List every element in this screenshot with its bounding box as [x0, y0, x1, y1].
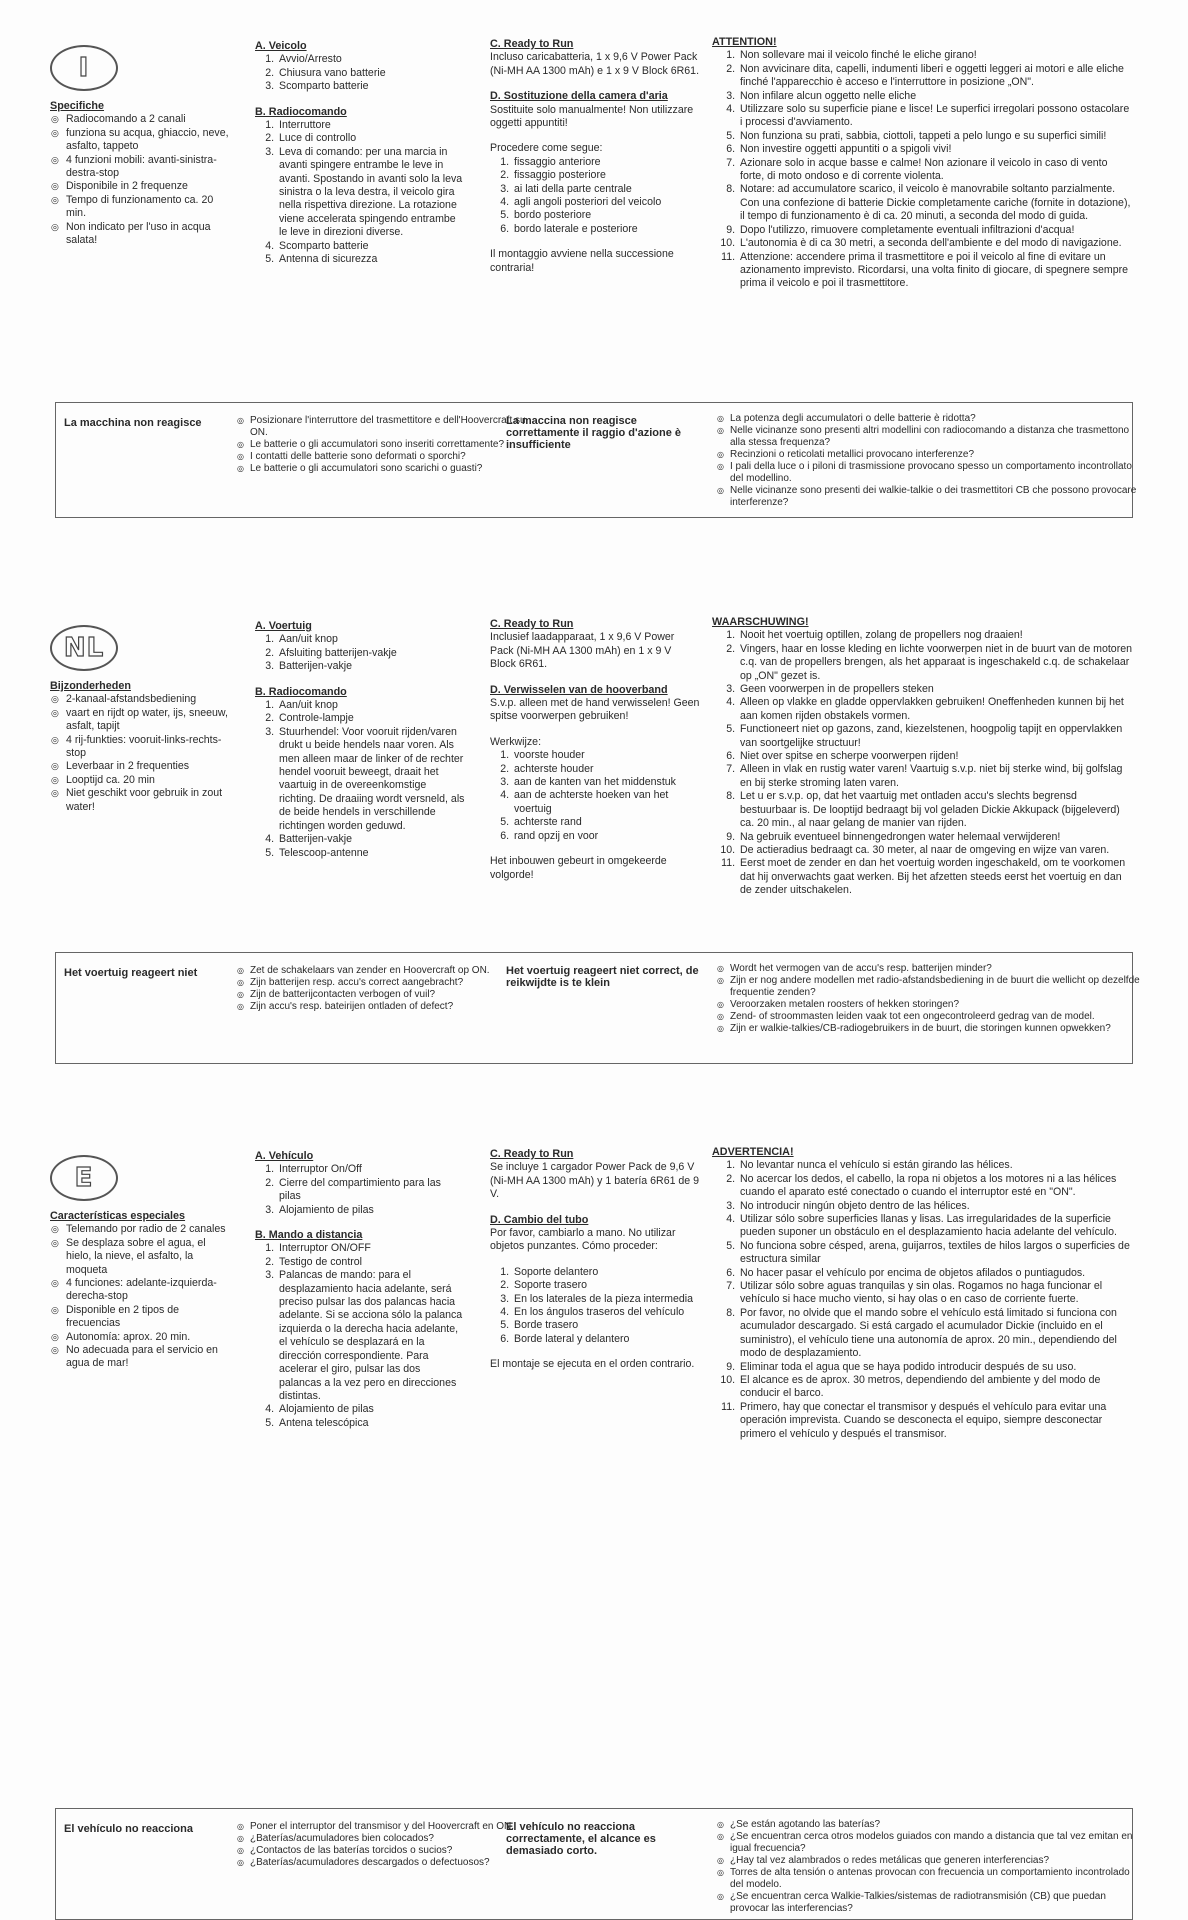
- list-item: 2. Soporte trasero: [512, 1279, 700, 1292]
- list-item: 3. En los laterales de la pieza intermedia: [512, 1293, 700, 1306]
- trouble-list-no-reaction: [236, 1821, 540, 1869]
- replace-steps: [490, 1266, 700, 1346]
- list-item: ◎ 4 rij-funkties: vooruit-links-rechts-stop: [66, 734, 230, 761]
- list-item: 7. Utilizar sólo sobre aguas tranquilas y sin olas. Rogamos no haga funcionar el vehículo si hace mucho viento, si hay olas o en caso de corriente fuerte.: [738, 1280, 1132, 1307]
- list-item: 1. Interruptor ON/OFF: [277, 1242, 465, 1255]
- list-item: 6. Borde lateral y delantero: [512, 1333, 700, 1346]
- parts-column: [255, 620, 465, 860]
- list-item: 1. Aan/uit knop: [277, 633, 465, 646]
- parts-column: [255, 40, 465, 267]
- list-item: 1. Aan/uit knop: [277, 699, 465, 712]
- replace-note: Het inbouwen gebeurt in omgekeerde volgorde!: [490, 855, 667, 881]
- ready-title: C. Ready to Run: [490, 1148, 574, 1160]
- list-item: ◎ vaart en rijdt op water, ijs, sneeuw, asfalt, tapijt: [66, 707, 230, 734]
- list-item: ◎ Telemando por radio de 2 canales: [66, 1223, 230, 1236]
- vehicle-parts-list: [255, 1163, 465, 1217]
- list-item: 6. Niet over spitse en scherpe voorwerpen rijden!: [738, 750, 1132, 763]
- warning-title: ADVERTENCIA!: [712, 1146, 794, 1158]
- specs-list: [50, 113, 230, 247]
- replace-steps: [490, 749, 700, 843]
- list-item: 6. rand opzij en voor: [512, 830, 700, 843]
- replace-steps: [490, 156, 700, 236]
- list-item: 5. Antena telescópica: [277, 1417, 465, 1430]
- list-item: 3. Geen voorwerpen in de propellers steken: [738, 683, 1132, 696]
- warning-column: [712, 36, 1132, 291]
- warning-column: [712, 1146, 1132, 1441]
- list-item: 3. Stuurhendel: Voor vooruit rijden/varen drukt u beide hendels naar voren. Als men alleen maar de linker of de rechter hendel vooruit beweegt, draait het vaartuig in de overeenkomstige richting. De draaiing wordt versneld, als de beide hendels in verschillende richtingen worden geduwd.: [277, 726, 465, 833]
- list-item: 5. bordo posteriore: [512, 209, 700, 222]
- list-item: 2. Vingers, haar en losse kleding en lichte voorwerpen niet in de buurt van de motoren c.q. van de propellers brengen, als het apparaat is ingeschakeld c.q. de schakelaar op „ON" gezet is.: [738, 643, 1132, 683]
- list-item: ◎ I pali della luce o i piloni di trasmissione provocano spesso un comportamento incontrollato del modellino.: [730, 461, 1140, 485]
- list-item: 4. Alojamiento de pilas: [277, 1403, 465, 1416]
- list-item: 2. achterste houder: [512, 763, 700, 776]
- list-item: 6. bordo laterale e posteriore: [512, 223, 700, 236]
- replace-text: S.v.p. alleen met de hand verwisselen! Geen spitse voorwerpen gebruiken!: [490, 697, 700, 723]
- replace-text: Sostituite solo manualmente! Non utilizzare oggetti appuntiti!: [490, 103, 694, 130]
- list-item: 3. aan de kanten van het middenstuk: [512, 776, 700, 789]
- ready-text: Se incluye 1 cargador Power Pack de 9,6 V (Ni-MH AA 1300 mAh) y 1 batería 6R61 de 9 V.: [490, 1161, 700, 1201]
- remote-parts-title: B. Radiocomando: [255, 685, 347, 698]
- remote-parts-list: [255, 119, 465, 266]
- replace-note: El montaje se ejecuta en el orden contrario.: [490, 1358, 695, 1371]
- list-item: 2. No acercar los dedos, el cabello, la ropa ni objetos a los motores ni a las hélices cuando el aparato esté conectado o cuando el interruptor esté en "ON".: [738, 1173, 1132, 1200]
- list-item: ◎ ¿Se están agotando las baterías?: [730, 1819, 1140, 1831]
- warning-title: WAARSCHUWING!: [712, 616, 809, 628]
- specs-column: [50, 100, 230, 247]
- trouble-title-range: Het voertuig reageert niet correct, de reikwijdte is te klein: [506, 965, 699, 989]
- ready-title: C. Ready to Run: [490, 38, 574, 50]
- warning-column: [712, 616, 1132, 898]
- list-item: ◎ 4 funzioni mobili: avanti-sinistra-destra-stop: [66, 154, 230, 181]
- list-item: 7. Alleen in vlak en rustig water varen! Vaartuig s.v.p. niet bij sterke wind, bij golfslag en bij sterke stroming laten varen.: [738, 763, 1132, 790]
- list-item: ◎ 2-kanaal-afstandsbediening: [66, 693, 230, 706]
- list-item: ◎ Nelle vicinanze sono presenti altri modellini con radiocomando a distanza che trasmettono alla stessa frequenza?: [730, 425, 1140, 449]
- list-item: ◎ Zend- of stroommasten leiden vaak tot een ongecontroleerd gedrag van de model.: [730, 1011, 1140, 1023]
- replace-title: D. Verwisselen van de hooverband: [490, 683, 668, 696]
- list-item: 5. Antenna di sicurezza: [277, 253, 465, 266]
- ready-text: Inclusief laadapparaat, 1 x 9,6 V Power Pack (Ni-MH AA 1300 mAh) en 1 x 9 V Block 6R61.: [490, 631, 675, 671]
- list-item: 5. Non funziona su prati, sabbia, ciottoli, tappeti a pelo lungo e su superfici simili!: [738, 130, 1132, 143]
- list-item: ◎ Leverbaar in 2 frequenties: [66, 760, 230, 773]
- specs-column: [50, 1210, 230, 1371]
- warning-title: ATTENTION!: [712, 36, 777, 48]
- list-item: 3. Alojamiento de pilas: [277, 1204, 465, 1217]
- list-item: ◎ Disponibile in 2 frequenze: [66, 180, 230, 193]
- language-badge: [50, 45, 118, 91]
- trouble-list-range: [716, 413, 1140, 509]
- ready-column: [490, 38, 700, 275]
- troubleshooting-box: [55, 1808, 1133, 1920]
- list-item: ◎ Zijn de batterijcontacten verbogen of vuil?: [250, 989, 540, 1001]
- list-item: 11. Attenzione: accendere prima il trasmettitore e poi il veicolo al fine di evitare un azionamento imprevisto. Ricordarsi, una volta finito di giocare, di spegnere sempre prima il veicolo e poi il trasmettitore.: [738, 251, 1132, 291]
- list-item: 8. Let u er s.v.p. op, dat het vaartuig met ontladen accu's slechts begrensd bestuurbaar is. De looptijd bedraagt bij vol geladen Dickie Akkupack (bijgeleverd) ca. 20 min., al naar gelang de manier van rijden.: [738, 790, 1132, 830]
- list-item: 10. De actieradius bedraagt ca. 30 meter, al naar de omgeving en wijze van varen.: [738, 844, 1132, 857]
- list-item: 4. Batterijen-vakje: [277, 833, 465, 846]
- list-item: 10. El alcance es de aprox. 30 metros, dependiendo del ambiente y del modo de conducir el barco.: [738, 1374, 1132, 1401]
- list-item: ◎ Torres de alta tensión o antenas provocan con frecuencia un comportamiento incontrolado del modelo.: [730, 1867, 1140, 1891]
- ready-column: [490, 1148, 700, 1372]
- language-badge: [50, 625, 118, 671]
- list-item: ◎ No adecuada para el servicio en agua de mar!: [66, 1344, 230, 1371]
- list-item: 3. Palancas de mando: para el desplazamiento hacia adelante, será preciso pulsar las dos palancas hacia adelante. Si se acciona sólo la palanca izquierda o la derecha hacia adelante, el vehículo se desplazará en la dirección correspondiente. Para acelerar el giro, pulsar las dos palancas a la vez pero en direcciones distintas.: [277, 1269, 465, 1403]
- list-item: 9. Eliminar toda el agua que se haya podido introducir después de su uso.: [738, 1361, 1132, 1374]
- language-badge: [50, 1155, 118, 1201]
- specs-column: [50, 680, 230, 814]
- trouble-title-range: El vehículo no reacciona correctamente, el alcance es demasiado corto.: [506, 1821, 656, 1857]
- list-item: ◎ ¿Baterías/acumuladores bien colocados?: [250, 1833, 540, 1845]
- remote-parts-list: [255, 1242, 465, 1430]
- list-item: 4. Scomparto batterie: [277, 240, 465, 253]
- list-item: 1. Nooit het voertuig optillen, zolang de propellers nog draaien!: [738, 629, 1132, 642]
- list-item: ◎ La potenza degli accumulatori o delle batterie è ridotta?: [730, 413, 1140, 425]
- specs-title: Specifiche: [50, 100, 105, 112]
- list-item: 2. Afsluiting batterijen-vakje: [277, 647, 465, 660]
- specs-title: Bijzonderheden: [50, 680, 131, 692]
- list-item: ◎ ¿Hay tal vez alambrados o redes metálicas que generen interferencias?: [730, 1855, 1140, 1867]
- list-item: ◎ Le batterie o gli accumulatori sono inseriti correttamente?: [250, 439, 540, 451]
- replace-text: Por favor, cambiarlo a mano. No utilizar objetos punzantes. Cómo proceder:: [490, 1227, 676, 1253]
- list-item: 1. No levantar nunca el vehículo si están girando las hélices.: [738, 1159, 1132, 1172]
- list-item: 1. Interruttore: [277, 119, 465, 132]
- list-item: ◎ Veroorzaken metalen roosters of hekken storingen?: [730, 999, 1140, 1011]
- list-item: 2. Controle-lampje: [277, 712, 465, 725]
- list-item: ◎ Zet de schakelaars van zender en Hoovercraft op ON.: [250, 965, 540, 977]
- list-item: ◎ Niet geschikt voor gebruik in zout water!: [66, 787, 230, 814]
- trouble-list-no-reaction: [236, 965, 540, 1013]
- list-item: ◎ ¿Se encuentran cerca Walkie-Talkies/sistemas de radiotransmisión (CB) que puedan provocar las interferencias?: [730, 1891, 1140, 1915]
- list-item: 2. Luce di controllo: [277, 132, 465, 145]
- vehicle-parts-list: [255, 53, 465, 93]
- list-item: 2. Chiusura vano batterie: [277, 67, 465, 80]
- list-item: ◎ Looptijd ca. 20 min: [66, 774, 230, 787]
- list-item: ◎ Autonomía: aprox. 20 min.: [66, 1331, 230, 1344]
- list-item: 1. fissaggio anteriore: [512, 156, 700, 169]
- trouble-list-no-reaction: [236, 415, 540, 475]
- list-item: 4. aan de achterste hoeken van het voertuig: [512, 789, 700, 816]
- remote-parts-title: B. Mando a distancia: [255, 1229, 363, 1242]
- list-item: 4. Alleen op vlakke en gladde oppervlakken gebruiken! Oneffenheden kunnen bij het aan komen rijden obstakels vormen.: [738, 696, 1132, 723]
- ready-title: C. Ready to Run: [490, 618, 574, 630]
- list-item: ◎ funziona su acqua, ghiaccio, neve, asfalto, tappeto: [66, 127, 230, 154]
- trouble-list-range: [716, 1819, 1140, 1915]
- remote-parts-title: B. Radiocomando: [255, 105, 347, 118]
- specs-list: [50, 1223, 230, 1370]
- list-item: ◎ Poner el interruptor del transmisor y del Hoovercraft en ON.: [250, 1821, 540, 1833]
- list-item: 3. Leva di comando: per una marcia in avanti spingere entrambe le leve in avanti. Spostando in avanti solo la leva sinistra o la leva destra, il veicolo gira nella rispettiva direzione. La rotazione viene accelerata spingendo entrambe le leve in direzioni diverse.: [277, 146, 465, 240]
- list-item: 11. Eerst moet de zender en dan het voertuig worden ingeschakeld, om te voorkomen dat hij onverwachts gaat werken. Bij het afzetten steeds eerst het voertuig en dan de zender uitschakelen.: [738, 857, 1132, 897]
- list-item: 3. Batterijen-vakje: [277, 660, 465, 673]
- list-item: ◎ Recinzioni o reticolati metallici provocano interferenze?: [730, 449, 1140, 461]
- troubleshooting-box: [55, 402, 1137, 518]
- list-item: ◎ Le batterie o gli accumulatori sono scarichi o guasti?: [250, 463, 540, 475]
- language-badge-label: E: [74, 1163, 94, 1193]
- remote-parts-list: [255, 699, 465, 860]
- list-item: ◎ Zijn accu's resp. bateirijen ontladen of defect?: [250, 1001, 540, 1013]
- vehicle-parts-title: A. Veicolo: [255, 40, 307, 52]
- list-item: 9. Dopo l'utilizzo, rimuovere completamente eventuali infiltrazioni d'acqua!: [738, 224, 1132, 237]
- list-item: ◎ Zijn er nog andere modellen met radio-afstandsbediening in de buurt die wellicht op dezelfde frequentie zenden?: [730, 975, 1140, 999]
- list-item: 1. Soporte delantero: [512, 1266, 700, 1279]
- list-item: 5. Borde trasero: [512, 1319, 700, 1332]
- list-item: ◎ Non indicato per l'uso in acqua salata!: [66, 221, 230, 248]
- list-item: 4. En los ángulos traseros del vehículo: [512, 1306, 700, 1319]
- troubleshooting-box: [55, 952, 1140, 1064]
- list-item: ◎ ¿Baterías/acumuladores descargados o defectuosos?: [250, 1857, 540, 1869]
- list-item: ◎ Se desplaza sobre el agua, el hielo, la nieve, el asfalto, la moqueta: [66, 1237, 230, 1277]
- list-item: 1. Non sollevare mai il veicolo finché le eliche girano!: [738, 49, 1132, 62]
- list-item: 3. Scomparto batterie: [277, 80, 465, 93]
- list-item: 3. Non infilare alcun oggetto nelle eliche: [738, 90, 1132, 103]
- list-item: 2. Testigo de control: [277, 1256, 465, 1269]
- list-item: 1. Interruptor On/Off: [277, 1163, 465, 1176]
- list-item: 2. Non avvicinare dita, capelli, indumenti liberi e oggetti leggeri ai motori e alle eliche finché l'apparecchio è acceso e l'interruttore in posizione „ON".: [738, 63, 1132, 90]
- trouble-title-no-reaction: La macchina non reagisce: [64, 417, 202, 429]
- list-item: 8. Por favor, no olvide que el mando sobre el vehículo está limitado si funciona con acumulador descargado. Si está cargado el acumulador Dickie (incluido en el suministro), el vehículo tiene una autonomía de aprox. 20 min., dependiendo del modo de desplazamiento.: [738, 1307, 1132, 1361]
- list-item: 5. No funciona sobre césped, arena, guijarros, textiles de hilos largos o superficies de estructura similar: [738, 1240, 1132, 1267]
- list-item: 1. voorste houder: [512, 749, 700, 762]
- specs-list: [50, 693, 230, 814]
- trouble-title-no-reaction: Het voertuig reageert niet: [64, 967, 198, 979]
- specs-title: Características especiales: [50, 1210, 186, 1222]
- trouble-title-range: La maccina non reagisce correttamente il raggio d'azione è insufficiente: [506, 415, 681, 451]
- list-item: ◎ ¿Contactos de las baterías torcidos o sucios?: [250, 1845, 540, 1857]
- list-item: ◎ 4 funciones: adelante-izquierda-derecha-stop: [66, 1277, 230, 1304]
- warning-list: [712, 1159, 1132, 1441]
- warning-list: [712, 49, 1132, 290]
- list-item: 2. Cierre del compartimiento para las pilas: [277, 1177, 465, 1204]
- list-item: 3. ai lati della parte centrale: [512, 183, 700, 196]
- list-item: 10. L'autonomia è di ca 30 metri, a seconda dell'ambiente e del modo di navigazione.: [738, 237, 1132, 250]
- replace-title: D. Sostituzione della camera d'aria: [490, 90, 668, 103]
- list-item: 6. No hacer pasar el vehículo por encima de objetos afilados o puntiagudos.: [738, 1267, 1132, 1280]
- list-item: ◎ Posizionare l'interruttore del trasmettitore e dell'Hoovercraft su ON.: [250, 415, 540, 439]
- replace-note: Il montaggio avviene nella successione contraria!: [490, 248, 674, 274]
- list-item: 9. Na gebruik eventueel binnengedrongen water helemaal verwijderen!: [738, 831, 1132, 844]
- list-item: 1. Avvio/Arresto: [277, 53, 465, 66]
- list-item: ◎ Nelle vicinanze sono presenti dei walkie-talkie o dei trasmettitori CB che possono provocare interferenze?: [730, 485, 1140, 509]
- list-item: 4. agli angoli posteriori del veicolo: [512, 196, 700, 209]
- replace-intro: Werkwijze:: [490, 735, 542, 748]
- list-item: 4. Utilizar sólo sobre superficies llanas y lisas. Las irregularidades de la superficie pueden suponer un obstáculo en el desplazamiento hacia adelante del vehículo.: [738, 1213, 1132, 1240]
- warning-list: [712, 629, 1132, 897]
- vehicle-parts-list: [255, 633, 465, 673]
- parts-column: [255, 1150, 465, 1430]
- list-item: ◎ Tempo di funzionamento ca. 20 min.: [66, 194, 230, 221]
- list-item: ◎ Disponible en 2 tipos de frecuencias: [66, 1304, 230, 1331]
- replace-intro: Procedere come segue:: [490, 142, 603, 155]
- list-item: 5. Telescoop-antenne: [277, 847, 465, 860]
- trouble-list-range: [716, 963, 1140, 1035]
- ready-column: [490, 618, 700, 882]
- list-item: 4. Utilizzare solo su superficie piane e lisce! Le superfici irregolari possono ostacolare i processi d'avviamento.: [738, 103, 1132, 130]
- list-item: 5. achterste rand: [512, 816, 700, 829]
- list-item: ◎ Radiocomando a 2 canali: [66, 113, 230, 126]
- language-badge-label: I: [78, 53, 90, 83]
- list-item: ◎ Zijn er walkie-talkies/CB-radiogebruikers in de buurt, die storingen kunnen opwekken?: [730, 1023, 1140, 1035]
- list-item: 3. No introducir ningún objeto dentro de las hélices.: [738, 1200, 1132, 1213]
- list-item: 2. fissaggio posteriore: [512, 169, 700, 182]
- ready-text: Incluso caricabatteria, 1 x 9,6 V Power Pack (Ni-MH AA 1300 mAh) e 1 x 9 V Block 6R61.: [490, 51, 700, 77]
- list-item: ◎ ¿Se encuentran cerca otros modelos guiados con mando a distancia que tal vez emitan en igual frecuencia?: [730, 1831, 1140, 1855]
- list-item: ◎ Wordt het vermogen van de accu's resp. batterijen minder?: [730, 963, 1140, 975]
- list-item: 5. Functioneert niet op gazons, zand, kiezelstenen, hoogpolig tapijt en oppervlakken van soortgelijke structuur!: [738, 723, 1132, 750]
- list-item: 8. Notare: ad accumulatore scarico, il veicolo è manovrabile soltanto parzialmente. Con una confezione di batterie Dickie completamente cariche (fornite in dotazione), il tempo di funzionamento è di ca. 20 minuti, a seconda del modo di guida.: [738, 183, 1132, 223]
- list-item: 6. Non investire oggetti appuntiti o a spigoli vivi!: [738, 143, 1132, 156]
- list-item: ◎ Zijn batterijen resp. accu's correct aangebracht?: [250, 977, 540, 989]
- trouble-title-no-reaction: El vehículo no reacciona: [64, 1823, 193, 1835]
- language-badge-label: NL: [63, 633, 105, 663]
- list-item: ◎ I contatti delle batterie sono deformati o sporchi?: [250, 451, 540, 463]
- replace-title: D. Cambio del tubo: [490, 1213, 589, 1226]
- vehicle-parts-title: A. Vehículo: [255, 1150, 314, 1162]
- list-item: 11. Primero, hay que conectar el transmisor y después el vehículo para evitar una operación imprevista. Cuando se desconecta el equipo, siempre desconectar primero el vehículo y después el transmisor.: [738, 1401, 1132, 1441]
- list-item: 7. Azionare solo in acque basse e calme! Non azionare il veicolo in caso di vento forte, di moto ondoso e di corrente violenta.: [738, 157, 1132, 184]
- vehicle-parts-title: A. Voertuig: [255, 620, 312, 632]
